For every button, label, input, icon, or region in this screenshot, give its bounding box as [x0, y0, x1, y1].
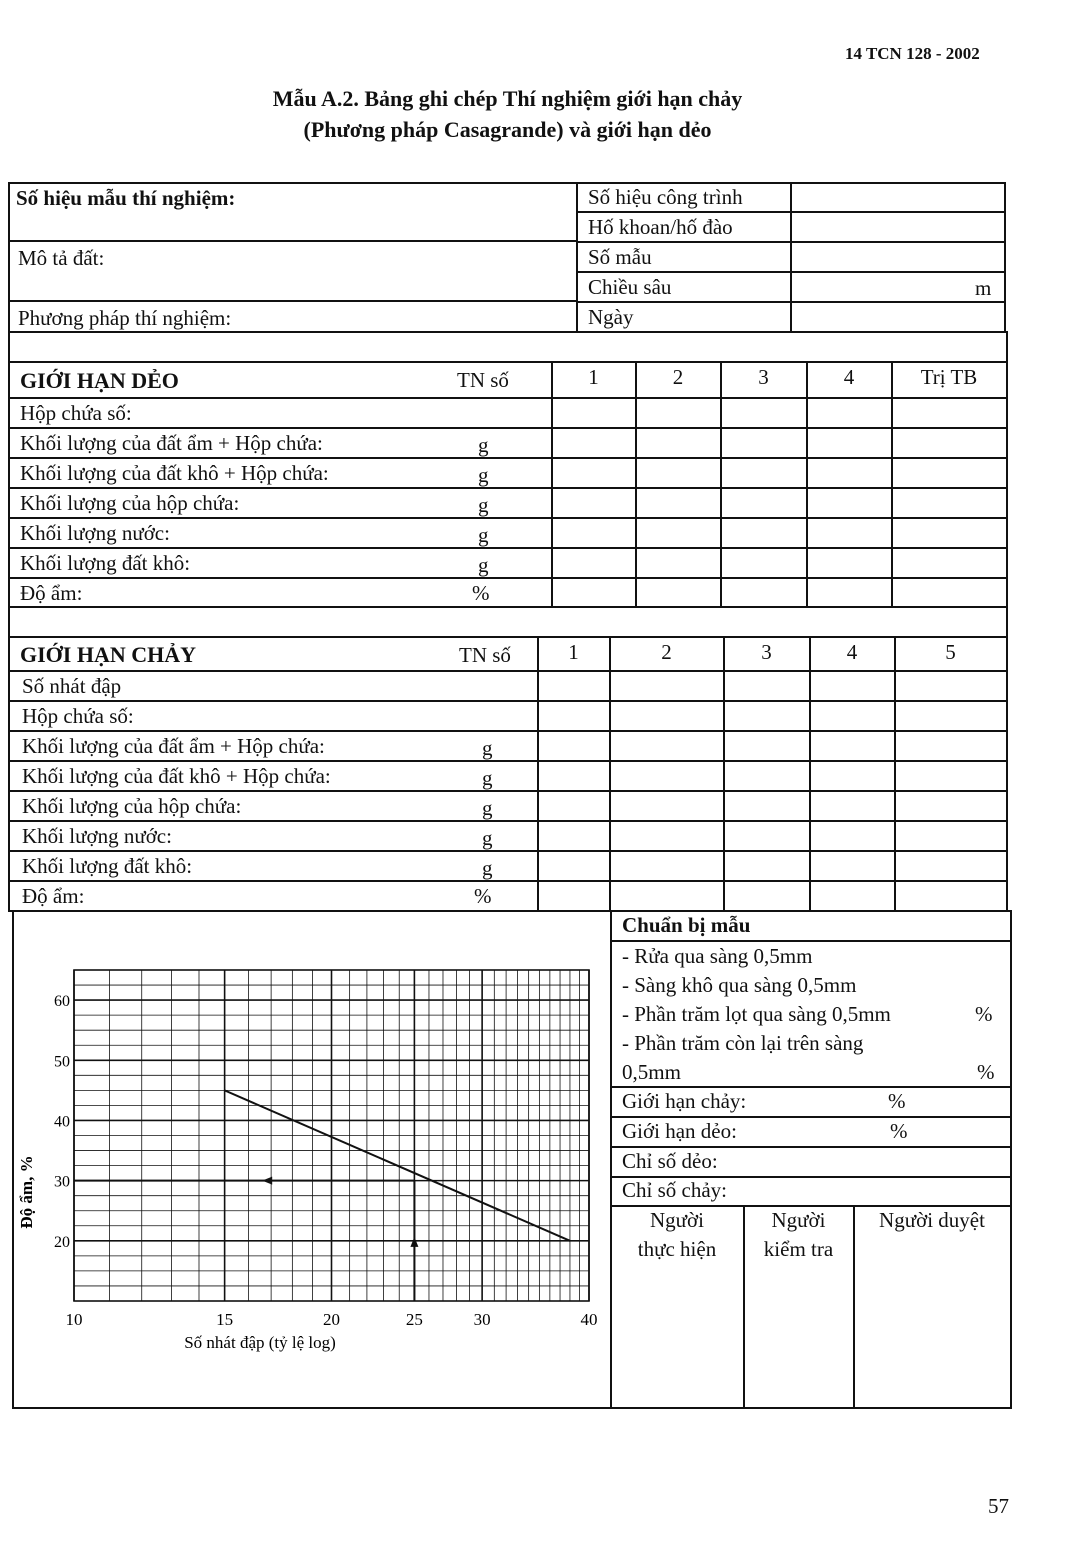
plastic-limit-row-label: Khối lượng của đất ẩm + Hộp chứa: — [20, 431, 323, 455]
liquid-limit-col-5: 5 — [945, 640, 956, 664]
plastic-limit-result-unit: % — [890, 1119, 908, 1143]
sample-prep-item: 0,5mm — [622, 1060, 681, 1084]
test-method-label: Phương pháp thí nghiệm: — [18, 306, 232, 330]
depth-unit: m — [975, 276, 992, 300]
liquid-limit-row-label: Độ ẩm: — [22, 884, 85, 908]
chart-y-tick-label: 60 — [54, 993, 70, 1011]
chart-x-tick-label: 15 — [216, 1310, 234, 1329]
form-subtitle: (Phương pháp Casagrande) và giới hạn dẻo — [303, 117, 712, 142]
chart-y-tick-label: 20 — [54, 1233, 70, 1251]
chart-arrow-left — [262, 1177, 272, 1185]
plastic-limit-row-unit: g — [478, 553, 489, 577]
liquidity-index-label: Chỉ số chảy: — [622, 1178, 727, 1202]
sample-prep-item: - Phần trăm còn lại trên sàng — [622, 1031, 864, 1055]
performer-label: thực hiện — [637, 1237, 717, 1261]
plastic-limit-test-number-label: TN số — [457, 368, 509, 392]
liquid-limit-row-label: Số nhát đập — [22, 674, 122, 698]
liquid-limit-row-unit: % — [474, 884, 492, 908]
plasticity-index-label: Chỉ số dẻo: — [622, 1149, 718, 1173]
liquid-limit-row-label: Hộp chứa số: — [22, 704, 134, 728]
chart-y-tick-label: 30 — [54, 1173, 70, 1191]
sample-prep-unit: % — [975, 1002, 993, 1026]
depth-label: Chiều sâu — [588, 275, 672, 299]
plastic-limit-row-unit: g — [478, 523, 489, 547]
soil-description-label: Mô tả đất: — [18, 246, 105, 270]
plastic-limit-col-3: 3 — [758, 365, 769, 389]
form-title: Mẫu A.2. Bảng ghi chép Thí nghiệm giới hạn chảy — [272, 86, 743, 111]
chart-y-axis-label: Độ ẩm, % — [17, 1155, 36, 1229]
plastic-limit-row-label: Hộp chứa số: — [20, 401, 132, 425]
chart-x-tick-label: 10 — [65, 1310, 83, 1329]
plastic-limit-row-unit: g — [478, 463, 489, 487]
chart-arrow-up — [410, 1237, 418, 1247]
liquid-limit-heading: GIỚI HẠN CHẢY — [20, 642, 197, 667]
liquid-limit-row-unit: g — [482, 736, 493, 760]
chart-y-tick-label: 50 — [54, 1053, 70, 1071]
plastic-limit-col-4: 4 — [843, 365, 855, 389]
liquid-limit-row-label: Khối lượng của đất ẩm + Hộp chứa: — [22, 734, 325, 758]
date-label: Ngày — [588, 305, 634, 329]
liquid-limit-col-4: 4 — [846, 640, 858, 664]
liquid-limit-row-label: Khối lượng đất khô: — [22, 854, 193, 878]
chart-x-tick-label: 25 — [405, 1310, 423, 1329]
liquid-limit-col-1: 1 — [568, 640, 579, 664]
liquid-limit-row-label: Khối lượng nước: — [22, 824, 172, 848]
liquid-limit-row-unit: g — [482, 766, 493, 790]
sample-prep-item: - Sàng khô qua sàng 0,5mm — [622, 973, 857, 997]
chart-x-tick-label: 30 — [473, 1310, 491, 1329]
chart-x-axis-label: Số nhát đập (tỷ lệ log) — [184, 1333, 336, 1352]
chart-x-tick-label: 20 — [323, 1310, 340, 1329]
chart-x-tick-label: 40 — [580, 1310, 598, 1329]
plastic-limit-row-label: Độ ẩm: — [20, 581, 83, 605]
liquid-limit-result-unit: % — [888, 1089, 906, 1113]
page-number: 57 — [988, 1494, 1009, 1518]
project-id-label: Số hiệu công trình — [588, 185, 743, 209]
liquid-limit-col-3: 3 — [761, 640, 772, 664]
plastic-limit-heading: GIỚI HẠN DẺO — [20, 368, 179, 393]
flow-curve-chart — [14, 912, 610, 1406]
plastic-limit-row-unit: g — [478, 493, 489, 517]
plastic-limit-row-label: Khối lượng nước: — [20, 521, 170, 545]
plastic-limit-col-average: Trị TB — [920, 365, 978, 389]
plastic-limit-result-label: Giới hạn dẻo: — [622, 1119, 737, 1143]
plastic-limit-row-unit: % — [472, 581, 490, 605]
plastic-limit-row-label: Khối lượng của đất khô + Hộp chứa: — [20, 461, 329, 485]
chart-y-tick-label: 40 — [54, 1113, 70, 1131]
plastic-limit-row-label: Khối lượng đất khô: — [20, 551, 191, 575]
sample-prep-heading: Chuẩn bị mẫu — [622, 913, 751, 937]
liquid-limit-row-label: Khối lượng của đất khô + Hộp chứa: — [22, 764, 331, 788]
plastic-limit-row-label: Khối lượng của hộp chứa: — [20, 491, 240, 515]
approver-label: Người duyệt — [879, 1208, 985, 1232]
performer-label: Người — [650, 1208, 704, 1232]
checker-label: Người — [771, 1208, 826, 1232]
sample-prep-unit: % — [977, 1060, 995, 1084]
liquid-limit-row-unit: g — [482, 856, 493, 880]
document-code: 14 TCN 128 - 2002 — [845, 44, 980, 63]
liquid-limit-test-number-label: TN số — [459, 643, 511, 667]
liquid-limit-col-2: 2 — [661, 640, 672, 664]
sample-id-label: Số hiệu mẫu thí nghiệm: — [16, 186, 236, 210]
liquid-limit-row-unit: g — [482, 796, 493, 820]
liquid-limit-row-unit: g — [482, 826, 493, 850]
checker-label: kiểm tra — [763, 1237, 834, 1261]
plastic-limit-col-2: 2 — [672, 365, 684, 389]
plastic-limit-col-1: 1 — [588, 365, 599, 389]
liquid-limit-result-label: Giới hạn chảy: — [622, 1089, 747, 1113]
liquid-limit-row-label: Khối lượng của hộp chứa: — [22, 794, 242, 818]
sample-prep-item: - Rửa qua sàng 0,5mm — [622, 944, 813, 968]
sample-number-label: Số mẫu — [588, 245, 652, 269]
sample-prep-item: - Phần trăm lọt qua sàng 0,5mm — [622, 1002, 891, 1026]
borehole-label: Hố khoan/hố đào — [588, 215, 733, 239]
plastic-limit-row-unit: g — [478, 433, 489, 457]
